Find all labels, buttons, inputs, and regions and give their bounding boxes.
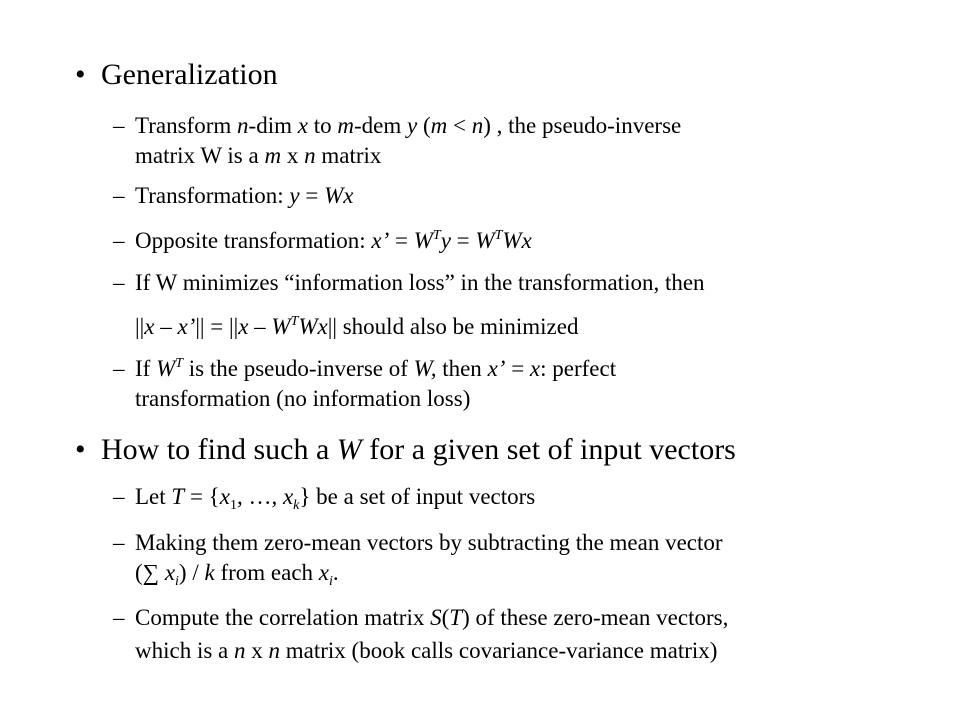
let-t-text: Let $T = \{x_1$, …, $x_k$} be a set of input vectors	[135, 484, 536, 513]
correlation-line-2: which is a n x n matrix (book calls covariance-variance matrix)	[135, 638, 718, 663]
dash: –	[113, 356, 125, 381]
dash: –	[113, 530, 125, 555]
transform-line-2: matrix W is a m x n matrix	[135, 143, 382, 168]
bullet-dot: •	[75, 433, 86, 466]
dash: –	[113, 228, 125, 253]
pseudo-inverse-line-2: transformation (no information loss)	[135, 386, 471, 411]
transform-line-1: Transform n-dim x to m-dem y (m < n) , the pseudo-inverse	[135, 113, 682, 138]
zero-mean-line-1: Making them zero-mean vectors by subtracting the mean vector	[135, 530, 723, 555]
bullet-dot: •	[75, 58, 86, 91]
heading-generalization: Generalization	[101, 58, 278, 91]
dash: –	[113, 270, 125, 295]
correlation-line-1: Compute the correlation matrix S(T) of these zero-mean vectors,	[135, 605, 729, 630]
dash: –	[113, 183, 125, 208]
dash: –	[113, 605, 125, 630]
info-loss-text: If W minimizes “information loss” in the transformation, then	[135, 270, 705, 295]
dash: –	[113, 484, 125, 509]
transformation-text: Transformation: y = Wx	[135, 183, 354, 208]
pseudo-inverse-line-1: If $W^T$ is the pseudo-inverse of W, then x’ = x: perfect	[135, 356, 617, 381]
dash: –	[113, 113, 125, 138]
norm-equation-text: ||x – x’|| = $||x - W^TWx||$ should also be minimized	[135, 314, 579, 339]
heading-find-w: How to find such a W for a given set of input vectors	[101, 433, 736, 466]
zero-mean-line-2: (∑ $x_i$) / k from each $x_i$.	[135, 560, 339, 589]
opposite-text: Opposite transformation: x’ = $W^Ty = W^TWx$	[135, 228, 532, 253]
